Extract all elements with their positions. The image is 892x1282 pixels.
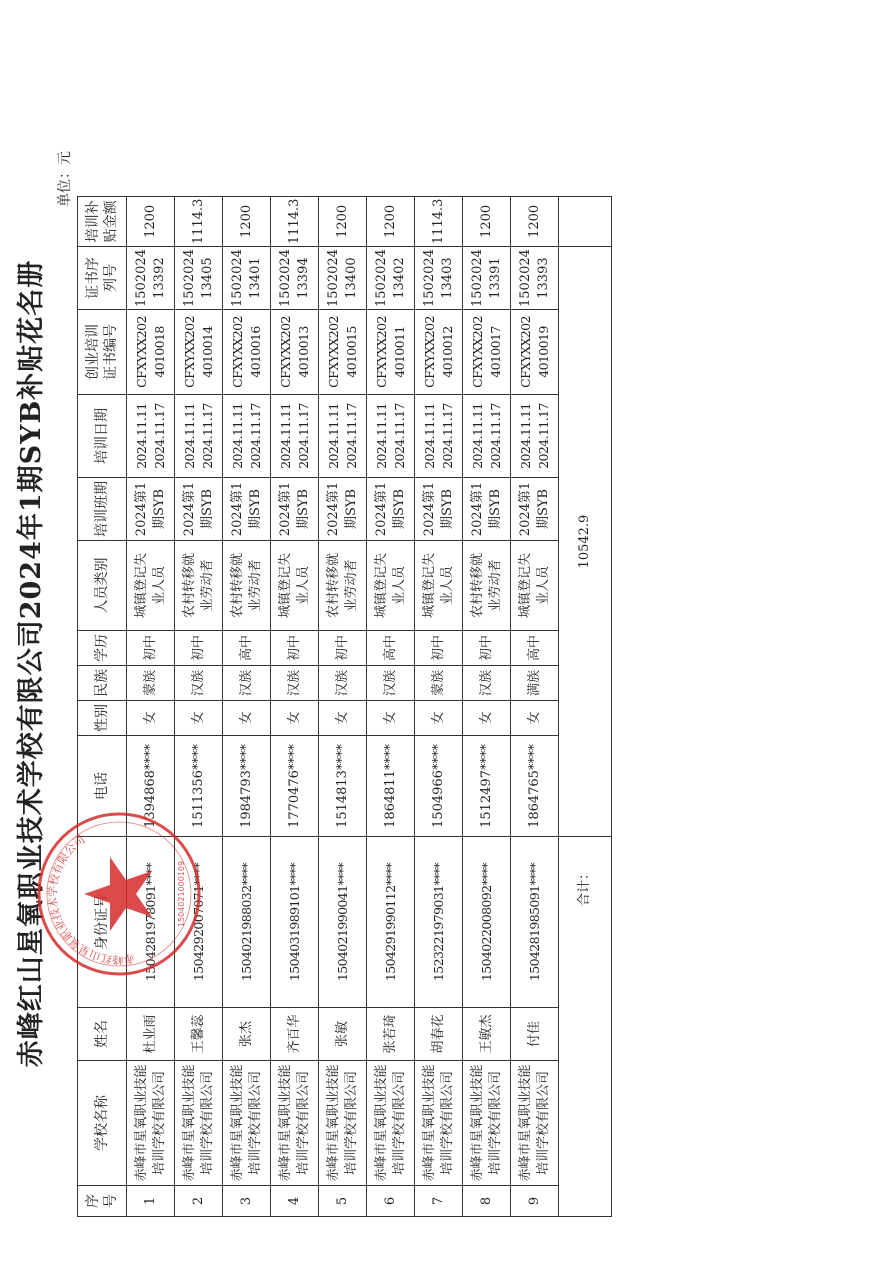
header-category: 人员类别 <box>78 541 127 631</box>
header-gender: 性别 <box>78 701 127 736</box>
cell-gender: 女 <box>271 701 319 736</box>
cell-class: 2024第1 期SYB <box>367 478 415 541</box>
cell-serial: 1502024 13401 <box>223 247 271 310</box>
table-header-row <box>78 196 127 1216</box>
cell-gender: 女 <box>127 701 175 736</box>
cell-phone: 1864811**** <box>367 736 415 837</box>
cell-amount: 1200 <box>127 196 175 247</box>
cell-serial: 1502024 13392 <box>127 247 175 310</box>
cell-edu: 高中 <box>367 631 415 666</box>
table-row <box>319 196 367 1216</box>
cell-no: 8 <box>463 1186 511 1217</box>
cell-id: 1504291990112**** <box>367 837 415 1008</box>
cell-id: 1504292007071**** <box>175 837 223 1008</box>
header-cert: 创业培训 证书编号 <box>78 310 127 395</box>
cell-phone: 1512497**** <box>463 736 511 837</box>
cell-edu: 高中 <box>511 631 559 666</box>
cell-gender: 女 <box>511 701 559 736</box>
header-serial: 证书序 列号 <box>78 247 127 310</box>
table-row <box>415 196 463 1216</box>
cell-gender: 女 <box>223 701 271 736</box>
cell-id: 1504022008092**** <box>463 837 511 1008</box>
cell-cert: CFXYXX202 4010015 <box>319 310 367 395</box>
unit-label: 单位：元 <box>57 151 73 207</box>
cell-gender: 女 <box>367 701 415 736</box>
cell-no: 3 <box>223 1186 271 1217</box>
cell-no: 5 <box>319 1186 367 1217</box>
header-phone: 电话 <box>78 736 127 837</box>
cell-id: 1504281978091**** <box>127 837 175 1008</box>
cell-name: 胡春花 <box>415 1008 463 1061</box>
cell-date: 2024.11.11 2024.11.17 <box>511 395 559 478</box>
cell-ethnic: 蒙族 <box>127 666 175 701</box>
cell-amount: 1200 <box>223 196 271 247</box>
cell-date: 2024.11.11 2024.11.17 <box>175 395 223 478</box>
cell-class: 2024第1 期SYB <box>271 478 319 541</box>
cell-class: 2024第1 期SYB <box>223 478 271 541</box>
cell-category: 农村转移就 业劳动者 <box>175 541 223 631</box>
cell-edu: 初中 <box>463 631 511 666</box>
cell-phone: 1511356**** <box>175 736 223 837</box>
cell-category: 农村转移就 业劳动者 <box>223 541 271 631</box>
cell-id: 1504021988032**** <box>223 837 271 1008</box>
cell-no: 2 <box>175 1186 223 1217</box>
total-amount-cell <box>559 196 612 247</box>
cell-id: 1504281985091**** <box>511 837 559 1008</box>
cell-category: 城镇登记失 业人员 <box>127 541 175 631</box>
cell-amount: 1200 <box>511 196 559 247</box>
cell-id: 1504031989101**** <box>271 837 319 1008</box>
table-row <box>463 196 511 1216</box>
cell-cert: CFXYXX202 4010014 <box>175 310 223 395</box>
cell-no: 1 <box>127 1186 175 1217</box>
cell-date: 2024.11.11 2024.11.17 <box>271 395 319 478</box>
cell-phone: 1504966**** <box>415 736 463 837</box>
cell-no: 6 <box>367 1186 415 1217</box>
cell-class: 2024第1 期SYB <box>319 478 367 541</box>
cell-cert: CFXYXX202 4010012 <box>415 310 463 395</box>
cell-class: 2024第1 期SYB <box>463 478 511 541</box>
cell-category: 农村转移就 业劳动者 <box>463 541 511 631</box>
cell-class: 2024第1 期SYB <box>127 478 175 541</box>
cell-school: 赤峰市星氧职业技能 培训学校有限公司 <box>127 1061 175 1186</box>
cell-name: 王馨蕊 <box>175 1008 223 1061</box>
cell-no: 7 <box>415 1186 463 1217</box>
cell-serial: 1502024 13393 <box>511 247 559 310</box>
table-row <box>271 196 319 1216</box>
table-row <box>175 196 223 1216</box>
cell-phone: 1984793**** <box>223 736 271 837</box>
cell-cert: CFXYXX202 4010013 <box>271 310 319 395</box>
cell-serial: 1502024 13402 <box>367 247 415 310</box>
cell-ethnic: 汉族 <box>223 666 271 701</box>
roster-table <box>77 196 612 1217</box>
cell-ethnic: 汉族 <box>463 666 511 701</box>
cell-school: 赤峰市星氧职业技能 培训学校有限公司 <box>271 1061 319 1186</box>
cell-cert: CFXYXX202 4010016 <box>223 310 271 395</box>
page-title: 赤峰红山星氧职业技术学校有限公司2024年1期SYB补贴花名册 <box>16 259 47 1068</box>
cell-edu: 初中 <box>271 631 319 666</box>
cell-class: 2024第1 期SYB <box>175 478 223 541</box>
roster-sheet <box>0 45 891 1282</box>
cell-edu: 初中 <box>175 631 223 666</box>
header-amount: 培训补 贴金额 <box>78 196 127 247</box>
cell-gender: 女 <box>319 701 367 736</box>
cell-class: 2024第1 期SYB <box>415 478 463 541</box>
header-class: 培训班期 <box>78 478 127 541</box>
cell-phone: 1864765**** <box>511 736 559 837</box>
cell-name: 杜业雨 <box>127 1008 175 1061</box>
cell-category: 城镇登记失 业人员 <box>271 541 319 631</box>
cell-name: 齐百华 <box>271 1008 319 1061</box>
cell-category: 农村转移就 业劳动者 <box>319 541 367 631</box>
cell-phone: 1514813**** <box>319 736 367 837</box>
cell-amount: 1200 <box>463 196 511 247</box>
cell-id: 1523221979031**** <box>415 837 463 1008</box>
cell-date: 2024.11.11 2024.11.17 <box>319 395 367 478</box>
cell-school: 赤峰市星氧职业技能 培训学校有限公司 <box>511 1061 559 1186</box>
total-amount: 10542.9 <box>559 247 612 837</box>
cell-cert: CFXYXX202 4010017 <box>463 310 511 395</box>
cell-ethnic: 汉族 <box>271 666 319 701</box>
table-row <box>367 196 415 1216</box>
cell-gender: 女 <box>415 701 463 736</box>
header-school: 学校名称 <box>78 1061 127 1186</box>
cell-date: 2024.11.11 2024.11.17 <box>127 395 175 478</box>
cell-class: 2024第1 期SYB <box>511 478 559 541</box>
cell-amount: 1114.3 <box>415 196 463 247</box>
seal-text: 赤峰红山星氧职业技术学校有限公司 <box>46 832 136 967</box>
cell-serial: 1502024 13405 <box>175 247 223 310</box>
cell-school: 赤峰市星氧职业技能 培训学校有限公司 <box>319 1061 367 1186</box>
seal-number: 1504021000109 <box>177 860 186 928</box>
total-row <box>559 196 612 1216</box>
header-edu: 学历 <box>78 631 127 666</box>
seal-star-icon <box>84 857 152 931</box>
cell-ethnic: 汉族 <box>367 666 415 701</box>
header-ethnic: 民族 <box>78 666 127 701</box>
header-no: 序号 <box>78 1186 127 1217</box>
cell-ethnic: 蒙族 <box>415 666 463 701</box>
cell-category: 城镇登记失 业人员 <box>415 541 463 631</box>
table-row <box>223 196 271 1216</box>
cell-edu: 初中 <box>127 631 175 666</box>
cell-amount: 1114.3 <box>271 196 319 247</box>
cell-school: 赤峰市星氧职业技能 培训学校有限公司 <box>175 1061 223 1186</box>
total-label: 合计： <box>559 837 612 1217</box>
cell-phone: 1394868**** <box>127 736 175 837</box>
cell-school: 赤峰市星氧职业技能 培训学校有限公司 <box>463 1061 511 1186</box>
cell-no: 4 <box>271 1186 319 1217</box>
cell-edu: 高中 <box>223 631 271 666</box>
cell-ethnic: 满族 <box>511 666 559 701</box>
cell-no: 9 <box>511 1186 559 1217</box>
cell-date: 2024.11.11 2024.11.17 <box>367 395 415 478</box>
header-id: 身份证号 <box>78 837 127 1008</box>
cell-cert: CFXYXX202 4010019 <box>511 310 559 395</box>
cell-date: 2024.11.11 2024.11.17 <box>223 395 271 478</box>
cell-amount: 1200 <box>367 196 415 247</box>
cell-gender: 女 <box>175 701 223 736</box>
cell-school: 赤峰市星氧职业技能 培训学校有限公司 <box>223 1061 271 1186</box>
table-row <box>511 196 559 1216</box>
cell-name: 张杰 <box>223 1008 271 1061</box>
cell-serial: 1502024 13403 <box>415 247 463 310</box>
cell-phone: 1770476**** <box>271 736 319 837</box>
cell-date: 2024.11.11 2024.11.17 <box>415 395 463 478</box>
cell-cert: CFXYXX202 4010018 <box>127 310 175 395</box>
cell-cert: CFXYXX202 4010011 <box>367 310 415 395</box>
cell-serial: 1502024 13400 <box>319 247 367 310</box>
cell-serial: 1502024 13394 <box>271 247 319 310</box>
cell-amount: 1200 <box>319 196 367 247</box>
table-row <box>127 196 175 1216</box>
cell-school: 赤峰市星氧职业技能 培训学校有限公司 <box>415 1061 463 1186</box>
cell-name: 付佳 <box>511 1008 559 1061</box>
cell-date: 2024.11.11 2024.11.17 <box>463 395 511 478</box>
cell-edu: 初中 <box>319 631 367 666</box>
cell-name: 张敏 <box>319 1008 367 1061</box>
cell-category: 城镇登记失 业人员 <box>511 541 559 631</box>
cell-edu: 初中 <box>415 631 463 666</box>
cell-amount: 1114.3 <box>175 196 223 247</box>
header-date: 培训日期 <box>78 395 127 478</box>
official-seal <box>34 806 204 982</box>
cell-category: 城镇登记失 业人员 <box>367 541 415 631</box>
cell-ethnic: 汉族 <box>175 666 223 701</box>
cell-school: 赤峰市星氧职业技能 培训学校有限公司 <box>367 1061 415 1186</box>
cell-name: 王敏杰 <box>463 1008 511 1061</box>
header-name: 姓名 <box>78 1008 127 1061</box>
cell-gender: 女 <box>463 701 511 736</box>
cell-serial: 1502024 13391 <box>463 247 511 310</box>
cell-ethnic: 汉族 <box>319 666 367 701</box>
cell-id: 1504021990041**** <box>319 837 367 1008</box>
cell-name: 张若琦 <box>367 1008 415 1061</box>
